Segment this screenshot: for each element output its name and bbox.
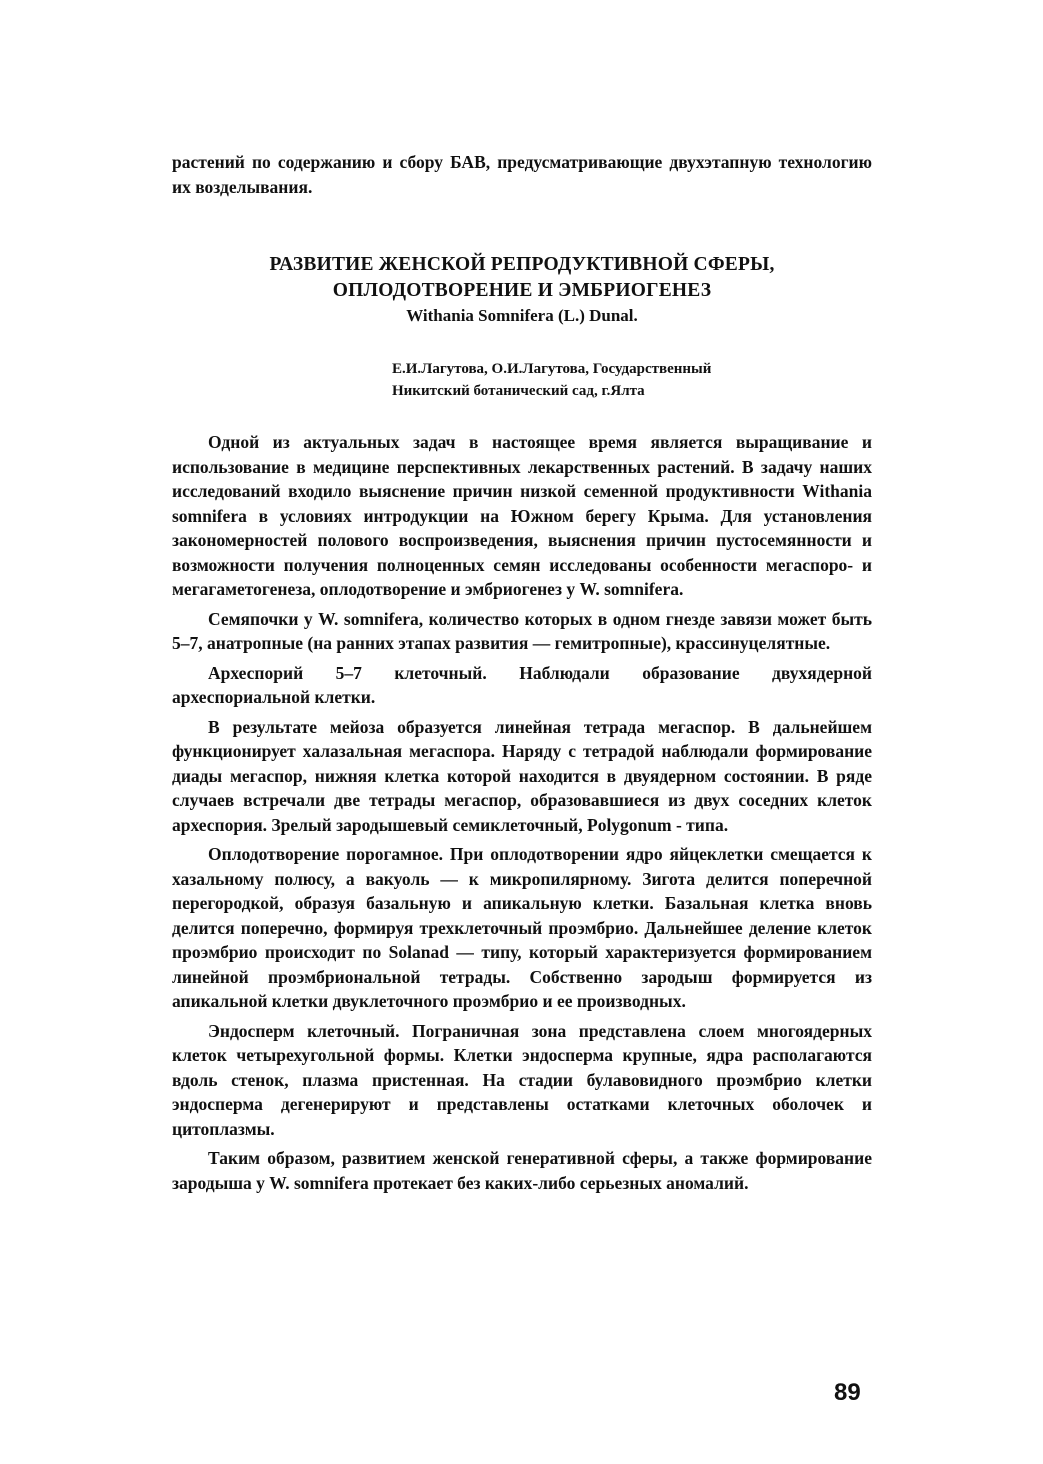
article-species-name: Withania Somnifera (L.) Dunal. bbox=[406, 306, 638, 325]
intro-paragraph: растений по содержанию и сбору БАВ, предусматривающие двухэтапную технологию их возделывания. bbox=[172, 152, 872, 197]
authors-line-1: Е.И.Лагутова, О.И.Лагутова, Государственный bbox=[392, 361, 712, 377]
body-paragraph-4: В результате мейоза образуется линейная тетрада мегаспор. В дальнейшем функционирует халазальная мегаспора. Наряду с тетрадой наблюдали формирование диады мегаспор, нижняя клетка которой находится в двуядерном состоянии. В ряде случаев встречали две тетрады мегаспор, образовавшиеся из двух соседних клеток археспория. Зрелый зародышевый семиклеточный, Polygonum - типа. bbox=[172, 716, 872, 835]
body-paragraph-3: Археспорий 5–7 клеточный. Наблюдали образование двухядерной археспориальной клетки. bbox=[172, 662, 872, 707]
article-title-block bbox=[172, 252, 872, 328]
article-body bbox=[172, 430, 872, 1200]
authors-block bbox=[392, 358, 872, 402]
body-paragraph-7: Таким образом, развитием женской генеративной сферы, а также формирование зародыша у W. somnifera протекает без каких-либо серьезных аномалий. bbox=[172, 1148, 872, 1193]
body-paragraph-1: Одной из актуальных задач в настоящее время является выращивание и использование в медицине перспективных лекарственных растений. В задачу наших исследований входило выяснение причин низкой семенной продуктивности Withania somnifera в условиях интродукции на Южном берегу Крыма. Для установления закономерностей полового воспроизведения, выяснения причин пустосемянности и возможности получения полноценных семян исследованы особенности мегаспоро- и мегагаметогенеза, оплодотворение и эмбриогенез у W. somnifera. bbox=[172, 432, 872, 599]
body-paragraph-6: Эндосперм клеточный. Пограничная зона представлена слоем многоядерных клеток четырехугольной формы. Клетки эндосперма крупные, ядра располагаются вдоль стенок, плазма пристенная. На стадии булавовидного проэмбрио клетки эндосперма дегенерируют и представлены остатками клеточных оболочек и цитоплазмы. bbox=[172, 1020, 872, 1139]
page-number: 89 bbox=[834, 1379, 861, 1406]
article-title-line-2: ОПЛОДОТВОРЕНИЕ И ЭМБРИОГЕНЕЗ bbox=[332, 280, 712, 301]
article-title-line-1: РАЗВИТИЕ ЖЕНСКОЙ РЕПРОДУКТИВНОЙ СФЕРЫ, bbox=[269, 254, 775, 275]
body-paragraph-2: Семяпочки у W. somnifera, количество которых в одном гнезде завязи может быть 5–7, анатропные (на ранних этапах развития — гемитропные), крассинуцелятные. bbox=[172, 608, 872, 653]
body-paragraph-5: Оплодотворение порогамное. При оплодотворении ядро яйцеклетки смещается к хазальному полюсу, а вакуоль — к микропилярному. Зигота делится поперечной перегородкой, образуя базальную и апикальную клетки. Базальная клетка вновь делится поперечно, формируя трехклеточный проэмбрио. Дальнейшее деление клеток проэмбрио происходит по Solanad — типу, который характеризуется формированием линейной проэмбриональной тетрады. Собственно зародыш формируется из апикальной клетки двуклеточного проэмбрио и ее производных. bbox=[172, 844, 872, 1011]
intro-text-block bbox=[172, 150, 872, 199]
authors-line-2: Никитский ботанический сад, г.Ялта bbox=[392, 383, 645, 399]
